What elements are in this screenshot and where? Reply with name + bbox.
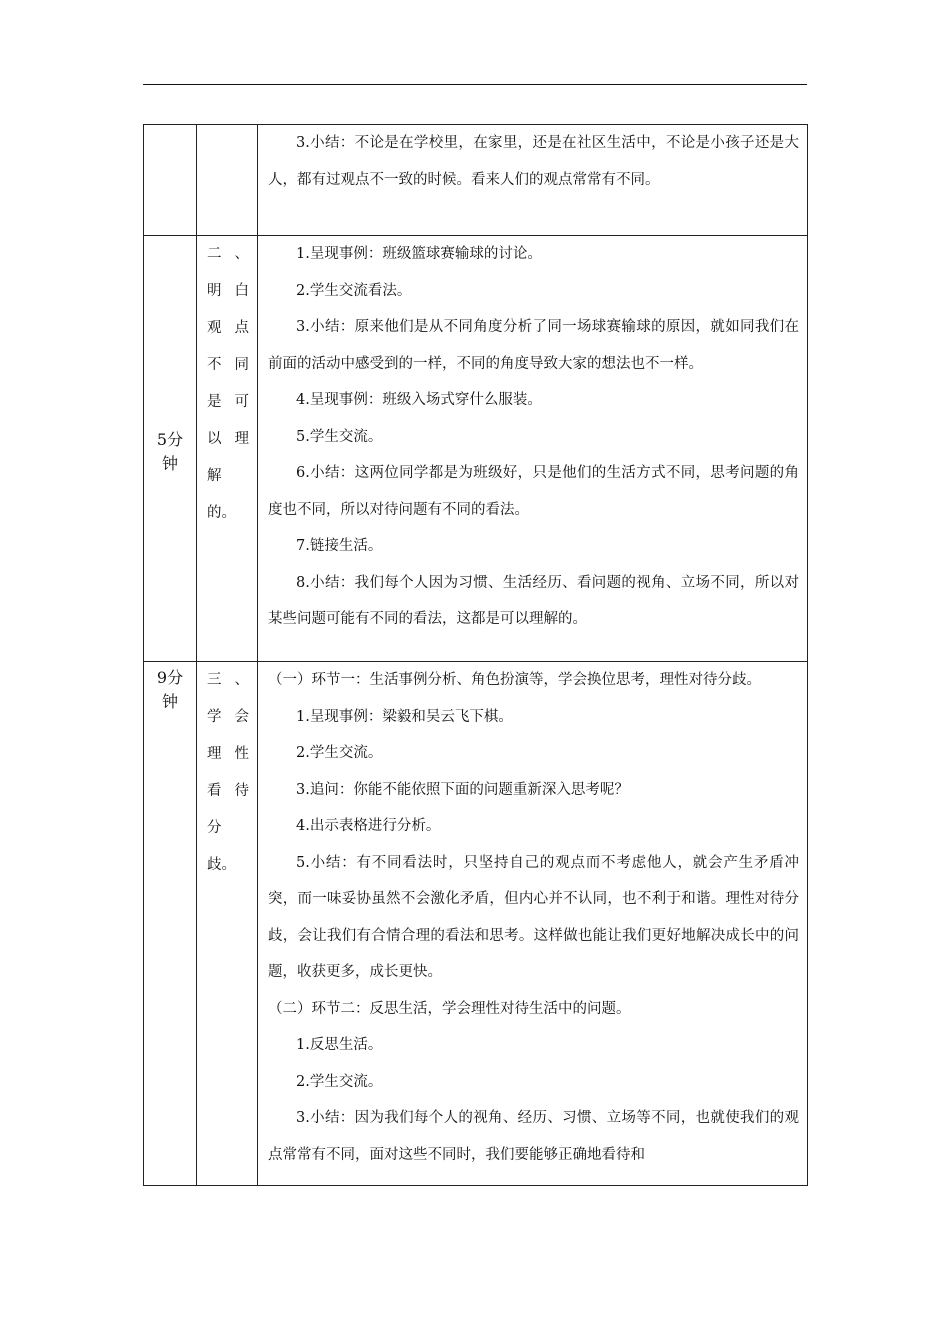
content-paragraph: 1.反思生活。 xyxy=(296,1037,383,1053)
content-paragraph: 5.小结：有不同看法时，只坚持自己的观点而不考虑他人，就会产生矛盾冲突，而一味妥协虽然不会激化矛盾，但内心并不认同，也不利于和谐。理性对待分歧，会让我们有合情合理的看法和思考。这样做也能让我们更好地解决成长中的问题，收获更多，成长更快。 xyxy=(268,854,799,980)
topic-text: 理 性 xyxy=(207,746,249,762)
lesson-plan-table xyxy=(143,124,808,1186)
content-paragraph: 4.呈现事例：班级入场式穿什么服装。 xyxy=(296,392,542,408)
topic-cell xyxy=(197,662,258,1186)
topic-text: 观 点 xyxy=(207,320,249,336)
content-paragraph: 2.学生交流。 xyxy=(296,1073,383,1090)
time-text: 9分 xyxy=(156,668,184,687)
table-row xyxy=(144,236,808,662)
time-text: 5分 xyxy=(156,430,184,449)
topic-text: 明 白 xyxy=(207,283,249,299)
time-text: 钟 xyxy=(161,454,178,473)
time-text: 钟 xyxy=(161,692,178,711)
content-paragraph: 3.小结：不论是在学校里，在家里，还是在社区生活中，不论是小孩子还是大人，都有过观点不一致的时候。看来人们的观点常常有不同。 xyxy=(268,135,799,188)
content-paragraph: 4.出示表格进行分析。 xyxy=(296,818,441,834)
topic-text: 看 待 xyxy=(207,783,249,799)
content-paragraph: 8.小结：我们每个人因为习惯、生活经历、看问题的视角、立场不同，所以对某些问题可能有不同的看法，这都是可以理解的。 xyxy=(268,574,799,627)
topic-text: 不 同 xyxy=(207,357,249,373)
content-paragraph: （一）环节一：生活事例分析、角色扮演等，学会换位思考，理性对待分歧。 xyxy=(268,672,761,688)
content-cell xyxy=(258,125,808,236)
content-paragraph: 2.学生交流。 xyxy=(296,745,383,761)
topic-text: 二 、 xyxy=(207,246,249,262)
topic-text: 歧。 xyxy=(207,857,236,873)
content-cell xyxy=(258,236,808,662)
topic-cell xyxy=(197,125,258,236)
topic-text: 分 xyxy=(207,820,222,836)
topic-cell xyxy=(197,236,258,662)
content-paragraph: 2.学生交流看法。 xyxy=(296,282,412,299)
topic-text: 学 会 xyxy=(207,709,249,725)
topic-text: 解 xyxy=(207,468,222,484)
content-paragraph: 1.呈现事例：梁毅和吴云飞下棋。 xyxy=(296,708,513,725)
header-rule xyxy=(143,84,807,85)
content-paragraph: 5.学生交流。 xyxy=(296,428,383,445)
time-cell xyxy=(144,125,197,236)
topic-text: 三 、 xyxy=(207,672,249,688)
topic-text: 是 可 xyxy=(207,394,249,410)
topic-text: 的。 xyxy=(207,505,236,521)
content-paragraph: （二）环节二：反思生活，学会理性对待生活中的问题。 xyxy=(268,1000,631,1017)
content-paragraph: 6.小结：这两位同学都是为班级好，只是他们的生活方式不同，思考问题的角度也不同，所以对待问题有不同的看法。 xyxy=(268,465,799,518)
content-paragraph: 1.呈现事例：班级篮球赛输球的讨论。 xyxy=(296,246,542,262)
content-paragraph: 3.小结：因为我们每个人的视角、经历、习惯、立场等不同，也就使我们的观点常常有不同，面对这些不同时，我们要能够正确地看待和 xyxy=(268,1110,799,1163)
content-paragraph: 3.小结：原来他们是从不同角度分析了同一场球赛输球的原因，就如同我们在前面的活动中感受到的一样，不同的角度导致大家的想法也不一样。 xyxy=(268,319,799,372)
topic-text: 以 理 xyxy=(207,431,249,447)
content-paragraph: 3.追问：你能不能依照下面的问题重新深入思考呢？ xyxy=(296,781,629,798)
content-paragraph: 7.链接生活。 xyxy=(296,538,383,554)
table-row xyxy=(144,125,808,236)
time-cell xyxy=(144,662,197,1186)
time-cell xyxy=(144,236,197,662)
table-row xyxy=(144,662,808,1186)
content-cell xyxy=(258,662,808,1186)
